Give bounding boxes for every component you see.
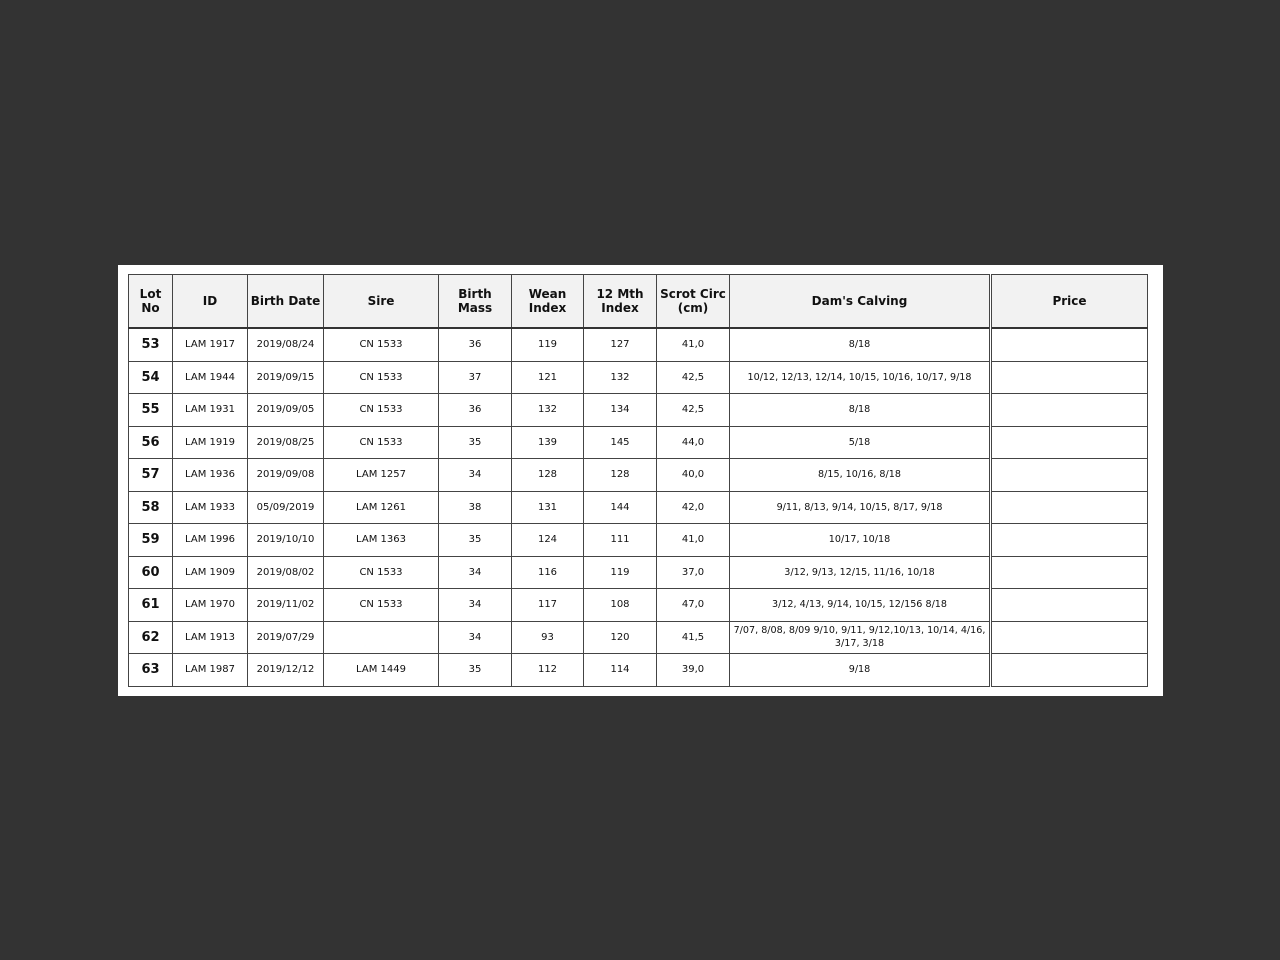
wean-index-cell: 131 (512, 491, 584, 524)
birth-mass-cell: 35 (439, 654, 512, 687)
12-mth-index-cell: 128 (584, 459, 657, 492)
scrot-circ-cell: 39,0 (657, 654, 730, 687)
header-birth-mass: Birth Mass (439, 275, 512, 329)
id-cell: LAM 1913 (173, 621, 248, 654)
dams-calving-cell: 9/11, 8/13, 9/14, 10/15, 8/17, 9/18 (730, 491, 991, 524)
birth-date-cell: 2019/10/10 (248, 524, 324, 557)
12-mth-index-cell: 119 (584, 556, 657, 589)
table-row (129, 556, 1148, 589)
document-sheet (118, 265, 1163, 696)
dams-calving-cell: 5/18 (730, 426, 991, 459)
lot-table (128, 274, 1148, 687)
scrot-circ-cell: 37,0 (657, 556, 730, 589)
birth-mass-cell: 36 (439, 394, 512, 427)
header-price: Price (991, 275, 1148, 329)
table-body (129, 328, 1148, 686)
12-mth-index-cell: 114 (584, 654, 657, 687)
lot-no-cell: 55 (129, 394, 173, 427)
birth-mass-cell: 36 (439, 328, 512, 361)
wean-index-cell: 93 (512, 621, 584, 654)
header-sire: Sire (324, 275, 439, 329)
sire-cell: LAM 1449 (324, 654, 439, 687)
lot-no-cell: 58 (129, 491, 173, 524)
sire-cell: CN 1533 (324, 589, 439, 622)
12-mth-index-cell: 145 (584, 426, 657, 459)
dams-calving-cell: 8/18 (730, 328, 991, 361)
12-mth-index-cell: 144 (584, 491, 657, 524)
birth-date-cell: 2019/08/02 (248, 556, 324, 589)
id-cell: LAM 1996 (173, 524, 248, 557)
scrot-circ-cell: 41,5 (657, 621, 730, 654)
id-cell: LAM 1919 (173, 426, 248, 459)
birth-mass-cell: 35 (439, 426, 512, 459)
table-row (129, 459, 1148, 492)
wean-index-cell: 128 (512, 459, 584, 492)
birth-mass-cell: 38 (439, 491, 512, 524)
price-cell (991, 589, 1148, 622)
sire-cell: LAM 1257 (324, 459, 439, 492)
wean-index-cell: 139 (512, 426, 584, 459)
birth-date-cell: 2019/08/25 (248, 426, 324, 459)
header-scrot-circ: Scrot Circ (cm) (657, 275, 730, 329)
table-row (129, 491, 1148, 524)
sire-cell: LAM 1363 (324, 524, 439, 557)
birth-date-cell: 2019/07/29 (248, 621, 324, 654)
birth-date-cell: 2019/12/12 (248, 654, 324, 687)
sire-cell: CN 1533 (324, 426, 439, 459)
id-cell: LAM 1970 (173, 589, 248, 622)
header-dams-calving: Dam's Calving (730, 275, 991, 329)
12-mth-index-cell: 132 (584, 361, 657, 394)
lot-no-cell: 60 (129, 556, 173, 589)
wean-index-cell: 121 (512, 361, 584, 394)
lot-no-cell: 59 (129, 524, 173, 557)
dams-calving-cell: 3/12, 4/13, 9/14, 10/15, 12/156 8/18 (730, 589, 991, 622)
sire-cell: CN 1533 (324, 394, 439, 427)
birth-mass-cell: 34 (439, 589, 512, 622)
lot-no-cell: 56 (129, 426, 173, 459)
lot-no-cell: 57 (129, 459, 173, 492)
sire-cell: CN 1533 (324, 361, 439, 394)
price-cell (991, 654, 1148, 687)
table-row (129, 394, 1148, 427)
birth-mass-cell: 34 (439, 621, 512, 654)
sire-cell: LAM 1261 (324, 491, 439, 524)
table-row (129, 589, 1148, 622)
sire-cell: CN 1533 (324, 556, 439, 589)
wean-index-cell: 119 (512, 328, 584, 361)
lot-no-cell: 62 (129, 621, 173, 654)
price-cell (991, 328, 1148, 361)
price-cell (991, 491, 1148, 524)
wean-index-cell: 112 (512, 654, 584, 687)
12-mth-index-cell: 134 (584, 394, 657, 427)
sire-cell (324, 621, 439, 654)
id-cell: LAM 1944 (173, 361, 248, 394)
lot-no-cell: 53 (129, 328, 173, 361)
scrot-circ-cell: 41,0 (657, 328, 730, 361)
table-row (129, 426, 1148, 459)
birth-date-cell: 2019/09/15 (248, 361, 324, 394)
price-cell (991, 556, 1148, 589)
birth-mass-cell: 34 (439, 459, 512, 492)
dams-calving-cell: 3/12, 9/13, 12/15, 11/16, 10/18 (730, 556, 991, 589)
birth-date-cell: 2019/09/08 (248, 459, 324, 492)
price-cell (991, 524, 1148, 557)
id-cell: LAM 1917 (173, 328, 248, 361)
scrot-circ-cell: 40,0 (657, 459, 730, 492)
dams-calving-cell: 10/17, 10/18 (730, 524, 991, 557)
birth-date-cell: 2019/08/24 (248, 328, 324, 361)
id-cell: LAM 1933 (173, 491, 248, 524)
birth-mass-cell: 34 (439, 556, 512, 589)
wean-index-cell: 116 (512, 556, 584, 589)
table-row (129, 654, 1148, 687)
birth-mass-cell: 35 (439, 524, 512, 557)
lot-no-cell: 54 (129, 361, 173, 394)
scrot-circ-cell: 42,0 (657, 491, 730, 524)
id-cell: LAM 1931 (173, 394, 248, 427)
scrot-circ-cell: 47,0 (657, 589, 730, 622)
price-cell (991, 621, 1148, 654)
id-cell: LAM 1987 (173, 654, 248, 687)
birth-date-cell: 2019/11/02 (248, 589, 324, 622)
price-cell (991, 426, 1148, 459)
table-row (129, 524, 1148, 557)
scrot-circ-cell: 42,5 (657, 394, 730, 427)
price-cell (991, 361, 1148, 394)
birth-mass-cell: 37 (439, 361, 512, 394)
lot-no-cell: 63 (129, 654, 173, 687)
12-mth-index-cell: 111 (584, 524, 657, 557)
dams-calving-cell: 8/18 (730, 394, 991, 427)
wean-index-cell: 124 (512, 524, 584, 557)
table-row (129, 361, 1148, 394)
header-lot-no: Lot No (129, 275, 173, 329)
12-mth-index-cell: 120 (584, 621, 657, 654)
id-cell: LAM 1909 (173, 556, 248, 589)
dams-calving-cell: 7/07, 8/08, 8/09 9/10, 9/11, 9/12,10/13, 10/14, 4/16, 3/17, 3/18 (730, 621, 991, 654)
dams-calving-cell: 10/12, 12/13, 12/14, 10/15, 10/16, 10/17, 9/18 (730, 361, 991, 394)
12-mth-index-cell: 127 (584, 328, 657, 361)
header-id: ID (173, 275, 248, 329)
wean-index-cell: 117 (512, 589, 584, 622)
scrot-circ-cell: 41,0 (657, 524, 730, 557)
header-12-mth-index: 12 Mth Index (584, 275, 657, 329)
id-cell: LAM 1936 (173, 459, 248, 492)
header-wean-index: Wean Index (512, 275, 584, 329)
header-birth-date: Birth Date (248, 275, 324, 329)
table-row (129, 621, 1148, 654)
scrot-circ-cell: 42,5 (657, 361, 730, 394)
price-cell (991, 394, 1148, 427)
birth-date-cell: 05/09/2019 (248, 491, 324, 524)
sire-cell: CN 1533 (324, 328, 439, 361)
12-mth-index-cell: 108 (584, 589, 657, 622)
wean-index-cell: 132 (512, 394, 584, 427)
dams-calving-cell: 9/18 (730, 654, 991, 687)
lot-no-cell: 61 (129, 589, 173, 622)
table-row (129, 328, 1148, 361)
dams-calving-cell: 8/15, 10/16, 8/18 (730, 459, 991, 492)
birth-date-cell: 2019/09/05 (248, 394, 324, 427)
price-cell (991, 459, 1148, 492)
scrot-circ-cell: 44,0 (657, 426, 730, 459)
table-header-row (129, 275, 1148, 329)
